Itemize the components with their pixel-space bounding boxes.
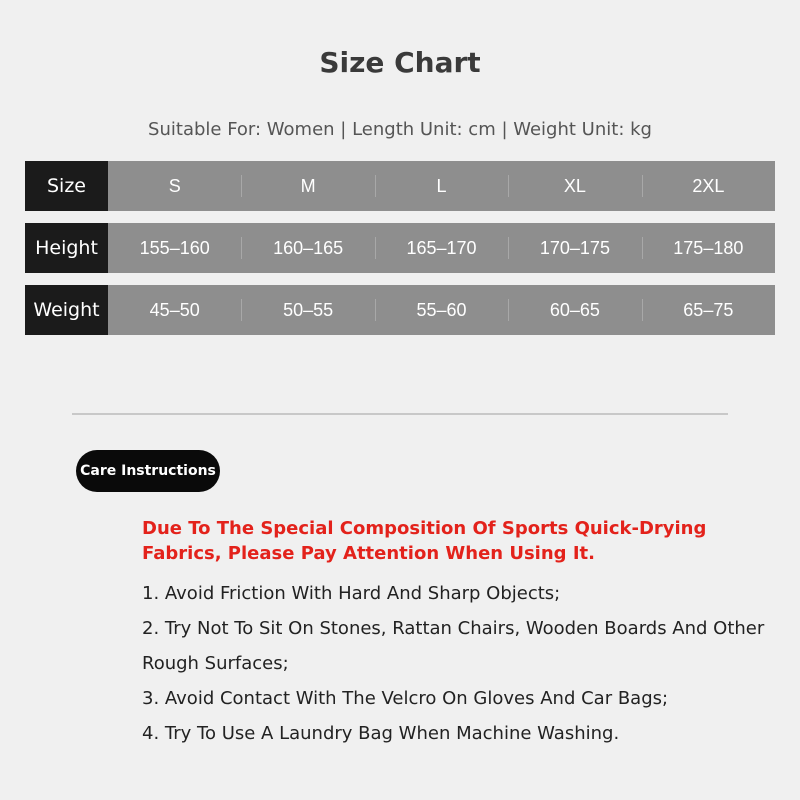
weight-row-header: Weight [25,285,108,335]
list-item: 2. Try Not To Sit On Stones, Rattan Chairs, Wooden Boards And Other Rough Surfaces; [142,618,765,674]
size-cell: S [168,176,181,196]
size-cell: 2XL [642,161,775,211]
weight-cell: 50–55 [241,285,374,335]
section-divider [72,413,728,415]
page-title: Size Chart [319,46,481,79]
size-cell: M [241,161,374,211]
height-row-values [108,223,775,273]
weight-cell: 60–65 [508,285,641,335]
size-cell: XL [508,161,641,211]
care-instructions-badge: Care Instructions [76,450,220,492]
height-cell: 160–165 [241,223,374,273]
care-warning-text: Due To The Special Composition Of Sports Quick-Drying Fabrics, Please Pay Attention When Using It. [142,518,707,564]
care-instructions-list [142,576,782,751]
weight-cell: 45–50 [149,300,200,320]
list-item: 1. Avoid Friction With Hard And Sharp Objects; [142,583,561,604]
list-item: 4. Try To Use A Laundry Bag When Machine Washing. [142,723,620,744]
size-cell: L [375,161,508,211]
page-subtitle: Suitable For: Women | Length Unit: cm | Weight Unit: kg [148,119,652,140]
height-cell: 165–170 [375,223,508,273]
height-cell: 175–180 [642,223,775,273]
size-row-header: Size [25,161,108,211]
height-row-header: Height [25,223,108,273]
weight-row-values [108,285,775,335]
height-cell: 170–175 [508,223,641,273]
weight-cell: 55–60 [375,285,508,335]
height-cell: 155–160 [139,238,210,258]
size-row-values [108,161,775,211]
weight-cell: 65–75 [642,285,775,335]
list-item: 3. Avoid Contact With The Velcro On Gloves And Car Bags; [142,688,669,709]
weight-row [25,285,775,335]
height-row [25,223,775,273]
size-row [25,161,775,211]
